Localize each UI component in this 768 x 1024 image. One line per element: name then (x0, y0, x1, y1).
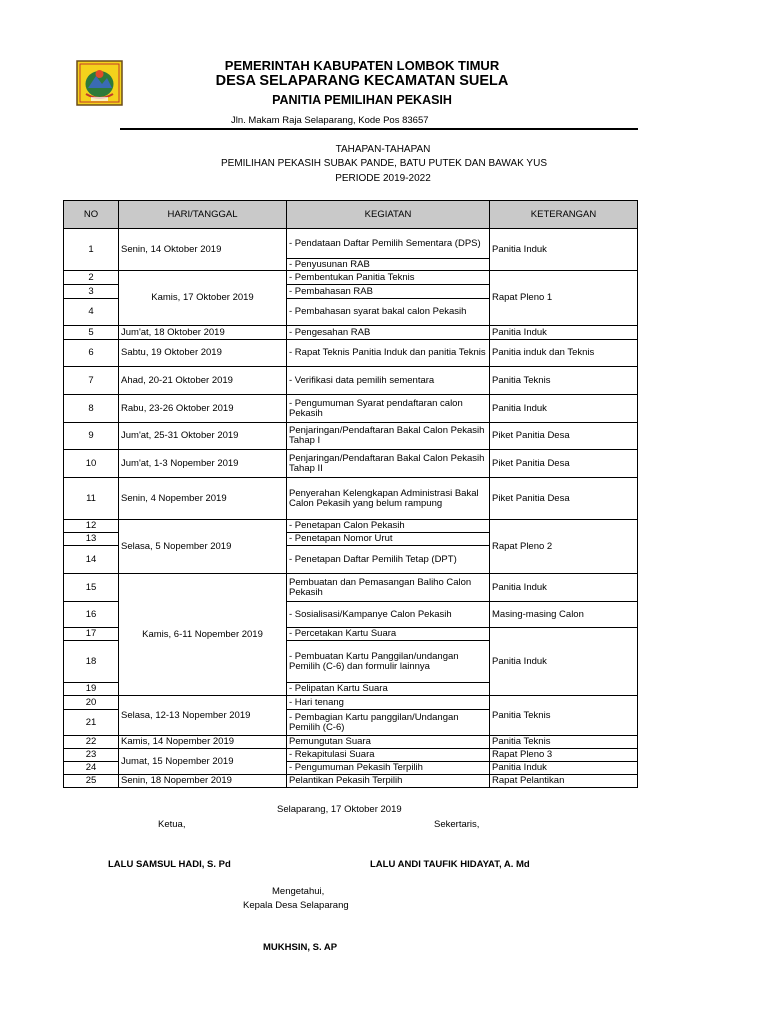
row-activity: - Rapat Teknis Panitia Induk dan panitia Teknis (287, 340, 490, 367)
table-row (64, 229, 638, 259)
letterhead-divider (120, 128, 638, 130)
row-note: Panitia induk dan Teknis (490, 340, 638, 367)
row-activity: - Penetapan Nomor Urut (287, 533, 490, 546)
row-activity: - Rekapitulasi Suara (287, 749, 490, 762)
table-row (64, 340, 638, 367)
row-no: 24 (64, 762, 119, 775)
row-no: 20 (64, 696, 119, 710)
row-no: 5 (64, 326, 119, 340)
table-header-row (64, 201, 638, 229)
row-note: Rapat Pleno 1 (490, 271, 638, 326)
row-date: Selasa, 5 Nopember 2019 (119, 520, 287, 574)
row-activity: - Hari tenang (287, 696, 490, 710)
table-row (64, 326, 638, 340)
row-date: Jum'at, 25-31 Oktober 2019 (119, 423, 287, 450)
village-head-name: MUKHSIN, S. AP (263, 942, 338, 953)
row-activity: - Pembahasan RAB (287, 285, 490, 299)
row-no: 19 (64, 683, 119, 696)
row-note: Panitia Induk (490, 574, 638, 602)
row-activity: - Pengumuman Syarat pendaftaran calon Pekasih (287, 395, 490, 423)
row-no: 25 (64, 775, 119, 788)
row-note: Masing-masing Calon (490, 602, 638, 628)
row-no: 14 (64, 546, 119, 574)
row-activity: - Pembentukan Panitia Teknis (287, 271, 490, 285)
row-note: Panitia Induk (490, 762, 638, 775)
gov-header-line2: DESA SELAPARANG KECAMATAN SUELA (215, 73, 509, 89)
table-row (64, 520, 638, 533)
row-note: Panitia Induk (490, 395, 638, 423)
doc-title-line2: PEMILIHAN PEKASIH SUBAK PANDE, BATU PUTEK DAN BAWAK YUS (220, 158, 547, 169)
row-activity: - Penyusunan RAB (287, 259, 490, 271)
row-note: Rapat Pleno 2 (490, 520, 638, 574)
table-row (64, 775, 638, 788)
row-date: Kamis, 14 Nopember 2019 (119, 736, 287, 749)
header-no: NO (64, 201, 119, 229)
header-activity: KEGIATAN (287, 201, 490, 229)
row-activity: Penjaringan/Pendaftaran Bakal Calon Pekasih Tahap I (287, 423, 490, 450)
row-no: 7 (64, 367, 119, 395)
row-activity: - Pembuatan Kartu Panggilan/undangan Pemilih (C-6) dan formulir lainnya (287, 641, 490, 683)
row-activity: - Pelipatan Kartu Suara (287, 683, 490, 696)
row-date: Selasa, 12-13 Nopember 2019 (119, 696, 287, 736)
chair-name: LALU SAMSUL HADI, S. Pd (108, 859, 231, 870)
row-activity: - Pengesahan RAB (287, 326, 490, 340)
row-date: Senin, 14 Oktober 2019 (119, 229, 287, 271)
row-note: Panitia Induk (490, 628, 638, 696)
table-row (64, 423, 638, 450)
row-date: Senin, 18 Nopember 2019 (119, 775, 287, 788)
row-activity: Pemungutan Suara (287, 736, 490, 749)
table-row (64, 749, 638, 762)
header-date: HARI/TANGGAL (119, 201, 287, 229)
row-note: Piket Panitia Desa (490, 478, 638, 520)
row-note: Panitia Teknis (490, 367, 638, 395)
row-no: 17 (64, 628, 119, 641)
village-head-title: Kepala Desa Selaparang (243, 900, 349, 911)
table-row (64, 367, 638, 395)
row-date: Rabu, 23-26 Oktober 2019 (119, 395, 287, 423)
row-activity: - Penetapan Calon Pekasih (287, 520, 490, 533)
row-activity: - Percetakan Kartu Suara (287, 628, 490, 641)
table-row (64, 736, 638, 749)
row-activity: Pembuatan dan Pemasangan Baliho Calon Pekasih (287, 574, 490, 602)
chair-title: Ketua, (158, 819, 186, 830)
row-date: Sabtu, 19 Oktober 2019 (119, 340, 287, 367)
row-no: 13 (64, 533, 119, 546)
place-date: Selaparang, 17 Oktober 2019 (277, 804, 402, 815)
row-activity: - Pembahasan syarat bakal calon Pekasih (287, 299, 490, 326)
row-date: Jum'at, 1-3 Nopember 2019 (119, 450, 287, 478)
row-activity: - Pendataan Daftar Pemilih Sementara (DPS) (287, 229, 490, 259)
doc-title-line3: PERIODE 2019-2022 (335, 173, 431, 184)
acknowledged-label: Mengetahui, (272, 886, 325, 897)
row-note: Rapat Pleno 3 (490, 749, 638, 762)
row-no: 23 (64, 749, 119, 762)
row-no: 4 (64, 299, 119, 326)
row-no: 16 (64, 602, 119, 628)
row-note: Panitia Induk (490, 326, 638, 340)
secretary-name: LALU ANDI TAUFIK HIDAYAT, A. Md (370, 859, 530, 870)
row-date: Kamis, 6-11 Nopember 2019 (119, 574, 287, 696)
table-row (64, 395, 638, 423)
row-activity: Penjaringan/Pendaftaran Bakal Calon Pekasih Tahap II (287, 450, 490, 478)
row-note: Panitia Teknis (490, 696, 638, 736)
row-activity: - Verifikasi data pemilih sementara (287, 367, 490, 395)
gov-header-line1: PEMERINTAH KABUPATEN LOMBOK TIMUR (224, 58, 500, 73)
row-no: 6 (64, 340, 119, 367)
row-date: Ahad, 20-21 Oktober 2019 (119, 367, 287, 395)
row-no: 21 (64, 710, 119, 736)
row-date: Senin, 4 Nopember 2019 (119, 478, 287, 520)
row-activity: - Sosialisasi/Kampanye Calon Pekasih (287, 602, 490, 628)
row-no: 1 (64, 229, 119, 271)
row-no: 18 (64, 641, 119, 683)
row-no: 15 (64, 574, 119, 602)
row-note: Piket Panitia Desa (490, 423, 638, 450)
row-no: 22 (64, 736, 119, 749)
row-no: 2 (64, 271, 119, 285)
row-no: 3 (64, 285, 119, 299)
row-no: 8 (64, 395, 119, 423)
row-note: Rapat Pelantikan (490, 775, 638, 788)
letterhead-address: Jln. Makam Raja Selaparang, Kode Pos 83657 (231, 115, 429, 126)
row-activity: - Pengumuman Pekasih Terpilih (287, 762, 490, 775)
gov-header-line3: PANITIA PEMILIHAN PEKASIH (272, 93, 452, 107)
table-row (64, 574, 638, 602)
row-no: 9 (64, 423, 119, 450)
row-activity: Penyerahan Kelengkapan Administrasi Bakal Calon Pekasih yang belum rampung (287, 478, 490, 520)
secretary-title: Sekertaris, (434, 819, 480, 830)
table-row (64, 271, 638, 285)
row-note: Piket Panitia Desa (490, 450, 638, 478)
row-no: 11 (64, 478, 119, 520)
table-row (64, 696, 638, 710)
row-activity: Pelantikan Pekasih Terpilih (287, 775, 490, 788)
row-no: 10 (64, 450, 119, 478)
row-activity: - Pembagian Kartu panggilan/Undangan Pemilih (C-6) (287, 710, 490, 736)
row-no: 12 (64, 520, 119, 533)
header-note: KETERANGAN (490, 201, 638, 229)
row-date: Jumat, 15 Nopember 2019 (119, 749, 287, 775)
row-note: Panitia Teknis (490, 736, 638, 749)
row-note: Panitia Induk (490, 229, 638, 271)
row-date: Jum'at, 18 Oktober 2019 (119, 326, 287, 340)
doc-title-line1: TAHAPAN-TAHAPAN (335, 144, 431, 155)
table-row (64, 450, 638, 478)
row-date: Kamis, 17 Oktober 2019 (119, 271, 287, 326)
table-row (64, 478, 638, 520)
schedule-table (63, 200, 638, 788)
row-activity: - Penetapan Daftar Pemilih Tetap (DPT) (287, 546, 490, 574)
